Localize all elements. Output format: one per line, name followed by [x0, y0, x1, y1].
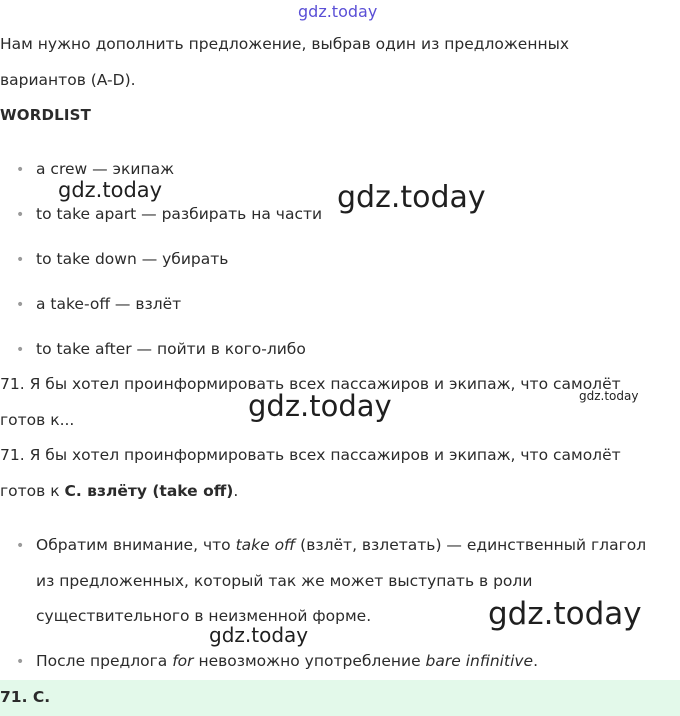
note-item [16, 536, 646, 554]
watermark: gdz.today [209, 623, 309, 647]
question-line-1: 71. Я бы хотел проинформировать всех пассажиров и экипаж, что самолёт [0, 375, 621, 393]
wordlist-item-text: to take after — пойти в кого-либо [36, 340, 306, 358]
note-line: из предложенных, который так же может выступать в роли [36, 572, 533, 590]
bullet-icon: • [16, 342, 25, 358]
wordlist-item-text: to take apart — разбирать на части [36, 205, 323, 223]
note-text: После предлога [36, 652, 173, 670]
note-emphasis: for [172, 652, 194, 670]
wordlist-heading: WORDLIST [0, 106, 92, 124]
solution-line-1: 71. Я бы хотел проинформировать всех пассажиров и экипаж, что самолёт [0, 446, 621, 464]
watermark: gdz.today [579, 389, 639, 403]
list-item [16, 160, 174, 178]
list-item [16, 340, 306, 358]
list-item [16, 250, 228, 268]
note-emphasis: bare infinitive [425, 652, 534, 670]
wordlist-item-text: a crew — экипаж [36, 160, 175, 178]
solution-answer: C. взлёту (take off) [64, 482, 234, 500]
watermark: gdz.today [58, 178, 163, 202]
bullet-icon: • [16, 162, 25, 178]
answer-text: 71. C. [0, 688, 51, 706]
intro-line-2: вариантов (A-D). [0, 71, 136, 89]
solution-prefix: готов к [0, 482, 65, 500]
list-item [16, 295, 181, 313]
intro-line-1: Нам нужно дополнить предложение, выбрав один из предложенных [0, 35, 570, 53]
watermark: gdz.today [488, 596, 642, 632]
watermark: gdz.today [298, 2, 378, 21]
bullet-icon: • [16, 207, 25, 223]
note-item [16, 652, 538, 670]
wordlist-item-text: to take down — убирать [36, 250, 229, 268]
bullet-icon: • [16, 538, 25, 554]
bullet-icon: • [16, 654, 25, 670]
note-text: . [533, 652, 539, 670]
wordlist-item-text: a take-off — взлёт [36, 295, 182, 313]
solution-line-2 [0, 482, 238, 500]
watermark: gdz.today [337, 180, 486, 215]
question-line-2: готов к... [0, 411, 75, 429]
note-text: (взлёт, взлетать) — единственный глагол [295, 536, 647, 554]
list-item [16, 205, 322, 223]
note-line: существительного в неизменной форме. [36, 607, 372, 625]
note-text: Обратим внимание, что [36, 536, 236, 554]
solution-suffix: . [233, 482, 239, 500]
bullet-icon: • [16, 297, 25, 313]
bullet-icon: • [16, 252, 25, 268]
answer-box [0, 680, 680, 716]
watermark: gdz.today [248, 389, 392, 423]
note-emphasis: take off [235, 536, 296, 554]
note-text: невозможно употребление [193, 652, 426, 670]
